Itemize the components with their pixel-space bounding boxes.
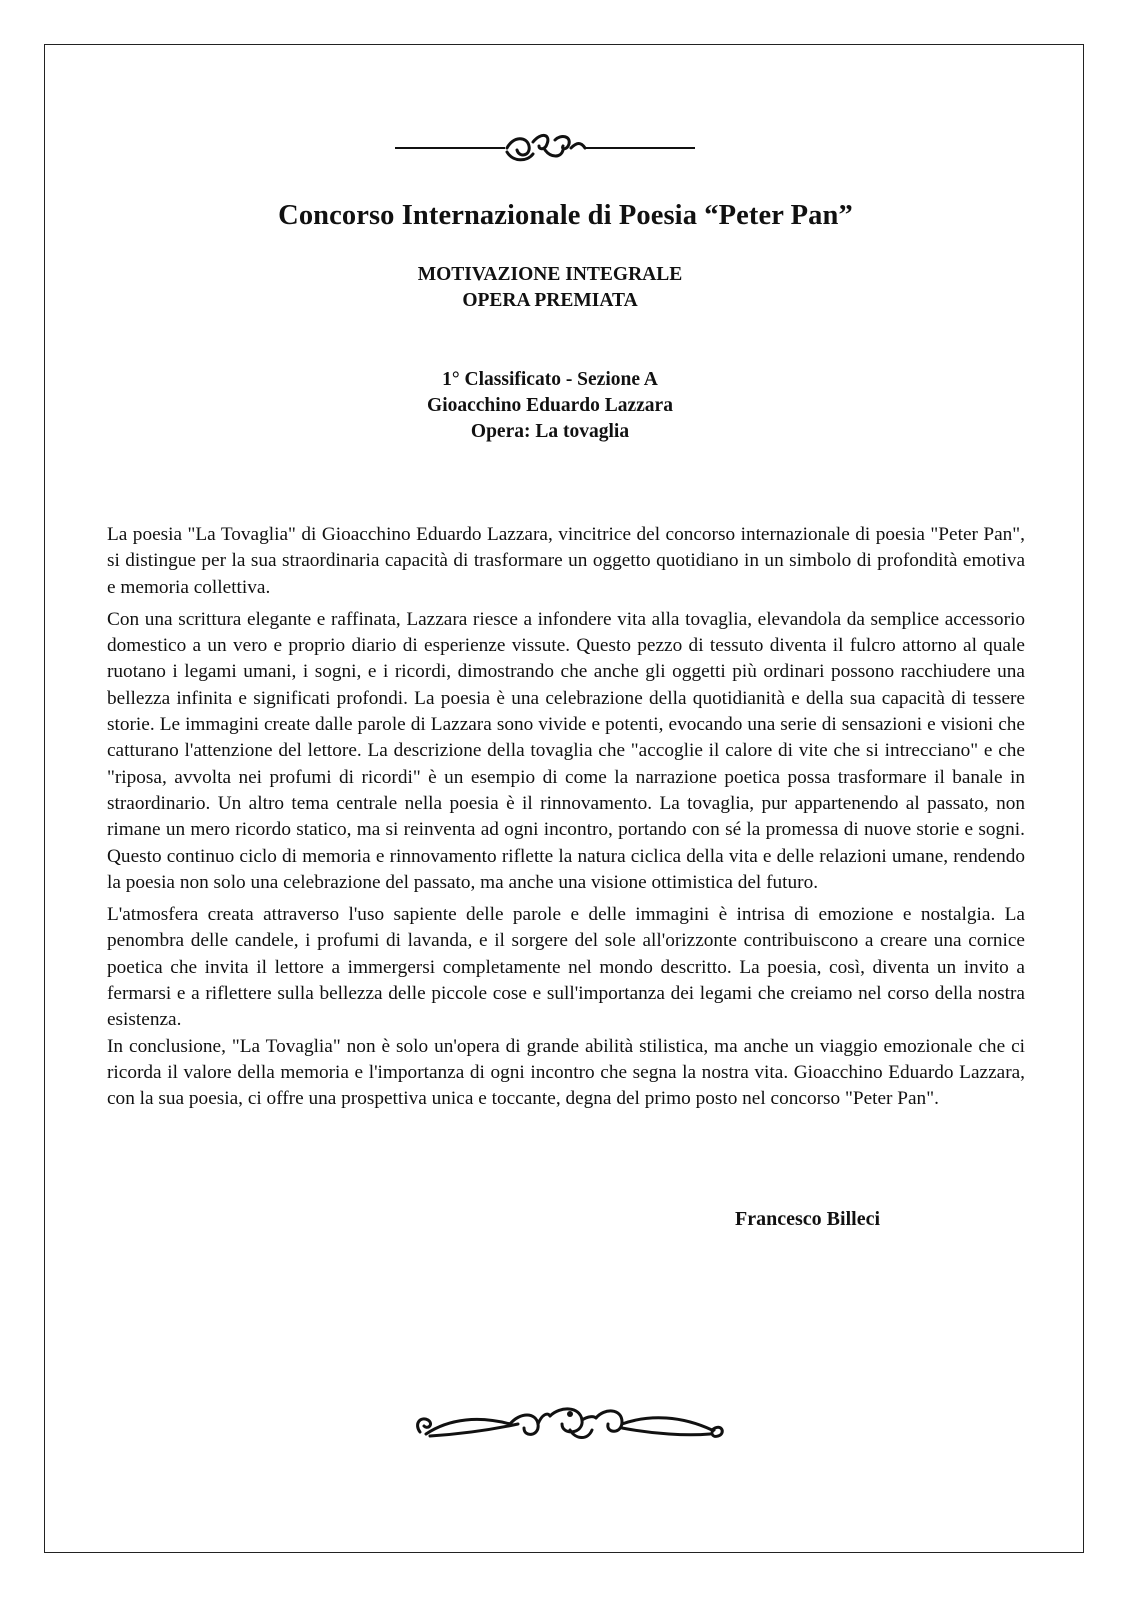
author-name: Gioacchino Eduardo Lazzara: [427, 395, 673, 416]
paragraph-conclusion: In conclusione, "La Tovaglia" non è solo un'opera di grande abilità stilistica, ma anche un viaggio emozionale che ci ricorda il valore della memoria e l'importanza di ogni incontro che segna la nostra vita. Gioacchino Eduardo Lazzara, con la sua poesia, ci offre una prospettiva unica e toccante, degna del primo posto nel concorso "Peter Pan".: [107, 1035, 1025, 1110]
signature: Francesco Billeci: [735, 1208, 880, 1230]
paragraph-intro: La poesia "La Tovaglia" di Gioacchino Eduardo Lazzara, vincitrice del concorso internazionale di poesia "Peter Pan", si distingue per la sua straordinaria capacità di trasformare un oggetto quotidiano in un simbolo di profondità emotiva e memoria collettiva.: [107, 524, 1025, 598]
scroll-flourish-icon: [410, 1394, 730, 1454]
motivation-text: [107, 522, 1025, 1119]
flourish-divider-icon: [395, 128, 715, 168]
paragraph-analysis: Con una scrittura elegante e raffinata, Lazzara riesce a infondere vita alla tovaglia, elevandola da semplice accessorio domestico a un vero e proprio diario di esperienze vissute. Questo pezzo di tessuto diventa il fulcro attorno al quale ruotano i legami umani, i sogni, e i ricordi, dimostrando che anche gli oggetti più ordinari possono racchiudere una bellezza infinita e significati profondi. La poesia è una celebrazione della quotidianità e della sua capacità di tessere storie. Le immagini create dalle parole di Lazzara sono vivide e potenti, evocando una serie di sensazioni e visioni che catturano l'attenzione del lettore. La descrizione della tovaglia che "accoglie il calore di vite che si intrecciano" e che "riposa, avvolta nei profumi di ricordi" è un esempio di come la narrazione poetica possa trasformare il banale in straordinario. Un altro tema centrale nella poesia è il rinnovamento. La tovaglia, pur appartenendo al passato, non rimane un mero ricordo statico, ma si reinventa ad ogni incontro, portando con sé la promessa di nuove storie e sogni. Questo continuo ciclo di memoria e rinnovamento riflette la natura ciclica della vita e delle relazioni umane, rendendo la poesia non solo una celebrazione del passato, ma anche una visione ottimistica del futuro.: [107, 608, 1025, 893]
subtitle-line-2: OPERA PREMIATA: [462, 290, 638, 311]
page-title: Concorso Internazionale di Poesia “Peter Pan”: [278, 200, 853, 231]
subtitle-line-1: MOTIVAZIONE INTEGRALE: [417, 264, 683, 285]
award-rank: 1° Classificato - Sezione A: [442, 369, 658, 390]
work-title: Opera: La tovaglia: [470, 421, 630, 442]
paragraph-atmosphere: L'atmosfera creata attraverso l'uso sapiente delle parole e delle immagini è intrisa di emozione e nostalgia. La penombra delle candele, i profumi di lavanda, e il sorgere del sole all'orizzonte contribuiscono a creare una cornice poetica che invita il lettore a immergersi completamente nel mondo descritto. La poesia, così, diventa un invito a fermarsi e a riflettere sulla bellezza delle piccole cose e sull'importanza dei legami che creiamo nel corso della nostra esistenza.: [107, 904, 1025, 1031]
